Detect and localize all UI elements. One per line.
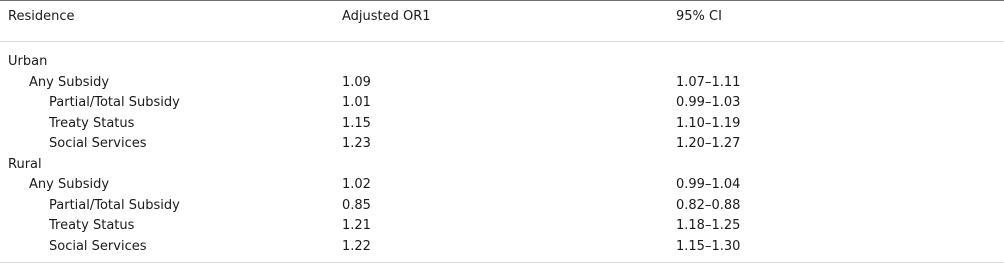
row-or: 1.02 (342, 177, 371, 192)
row-ci: 1.10–1.19 (676, 116, 741, 131)
row-ci: 0.82–0.88 (676, 198, 741, 213)
row-label: Social Services (49, 239, 147, 254)
row-label: Partial/Total Subsidy (49, 198, 180, 213)
header-residence: Residence (8, 9, 75, 24)
table-top-rule (0, 0, 1004, 1)
row-ci: 0.99–1.04 (676, 177, 741, 192)
row-or: 1.23 (342, 136, 371, 151)
row-ci: 1.07–1.11 (676, 75, 741, 90)
row-label: Urban (8, 54, 48, 69)
row-label: Rural (8, 157, 42, 172)
row-label: Social Services (49, 136, 147, 151)
row-label: Any Subsidy (29, 177, 110, 192)
row-ci: 0.99–1.03 (676, 95, 741, 110)
row-ci: 1.18–1.25 (676, 218, 741, 233)
row-ci: 1.20–1.27 (676, 136, 741, 151)
row-or: 1.22 (342, 239, 371, 254)
table-bottom-rule (0, 262, 1004, 263)
row-label: Treaty Status (49, 218, 135, 233)
header-adjusted-or: Adjusted OR1 (342, 9, 431, 24)
row-or: 1.15 (342, 116, 371, 131)
row-or: 1.09 (342, 75, 371, 90)
row-label: Partial/Total Subsidy (49, 95, 180, 110)
row-label: Treaty Status (49, 116, 135, 131)
row-or: 1.21 (342, 218, 371, 233)
header-divider (0, 41, 1004, 42)
row-ci: 1.15–1.30 (676, 239, 741, 254)
row-or: 0.85 (342, 198, 371, 213)
row-or: 1.01 (342, 95, 371, 110)
header-ci: 95% CI (676, 9, 722, 24)
row-label: Any Subsidy (29, 75, 110, 90)
